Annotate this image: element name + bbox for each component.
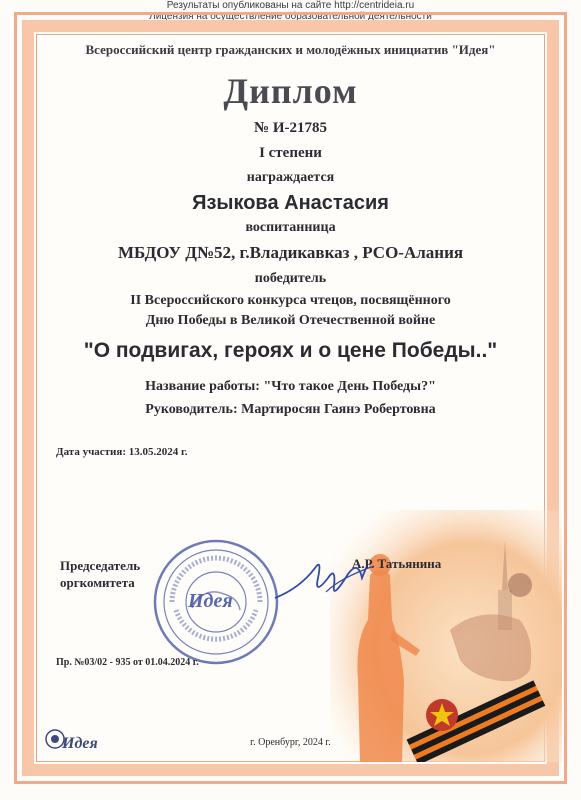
pupil-text: воспитанница xyxy=(245,220,336,235)
contest-motto: "О подвигах, героях и о цене Победы.." xyxy=(83,339,498,362)
contest-line-2: Дню Победы в Великой Отечественной войне xyxy=(145,313,436,328)
recipient-organization: МБДОУ Д№52, г.Владикавказ , РСО-Алания xyxy=(117,243,464,262)
chair-label-line-1: Председатель xyxy=(60,558,141,573)
order-number: Пр. №03/02 - 935 от 01.04.2024 г. xyxy=(56,657,199,668)
participation-date: Дата участия: 13.05.2024 г. xyxy=(56,446,188,458)
work-title: Название работы: "Что такое День Победы?" xyxy=(145,379,436,394)
organization-header: Всероссийский центр гражданских и молодёжных инициатив "Идея" xyxy=(85,42,496,57)
footer-license-number: № 56-46 от 09.04.2021 г. СМИ. Регистрационная запись xyxy=(161,22,420,33)
footer-results: Результаты опубликованы на сайте http://centrideia.ru xyxy=(166,0,415,11)
footer-license: Лицензия на осуществление образовательной деятельности xyxy=(149,11,432,22)
signature-icon xyxy=(270,548,380,608)
city-year: г. Оренбург, 2024 г. xyxy=(250,737,331,748)
awarded-text: награждается xyxy=(246,170,335,185)
idea-logo-text: Идея xyxy=(62,735,98,752)
supervisor-text: Руководитель: Мартиросян Гаянэ Робертовна xyxy=(145,402,436,417)
winner-text: победитель xyxy=(254,271,327,286)
signer-name: А.Р. Татьянина xyxy=(352,556,442,571)
seal-logo-text: Идея xyxy=(188,590,233,612)
diploma-number: № И-21785 xyxy=(254,120,327,136)
contest-line-1: II Всероссийского конкурса чтецов, посвящённого xyxy=(130,293,451,308)
diploma-title: Диплом xyxy=(223,71,358,111)
recipient-name: Языкова Анастасия xyxy=(192,192,389,214)
chair-label-line-2: оргкомитета xyxy=(60,575,135,590)
degree-text: I степени xyxy=(259,145,322,161)
